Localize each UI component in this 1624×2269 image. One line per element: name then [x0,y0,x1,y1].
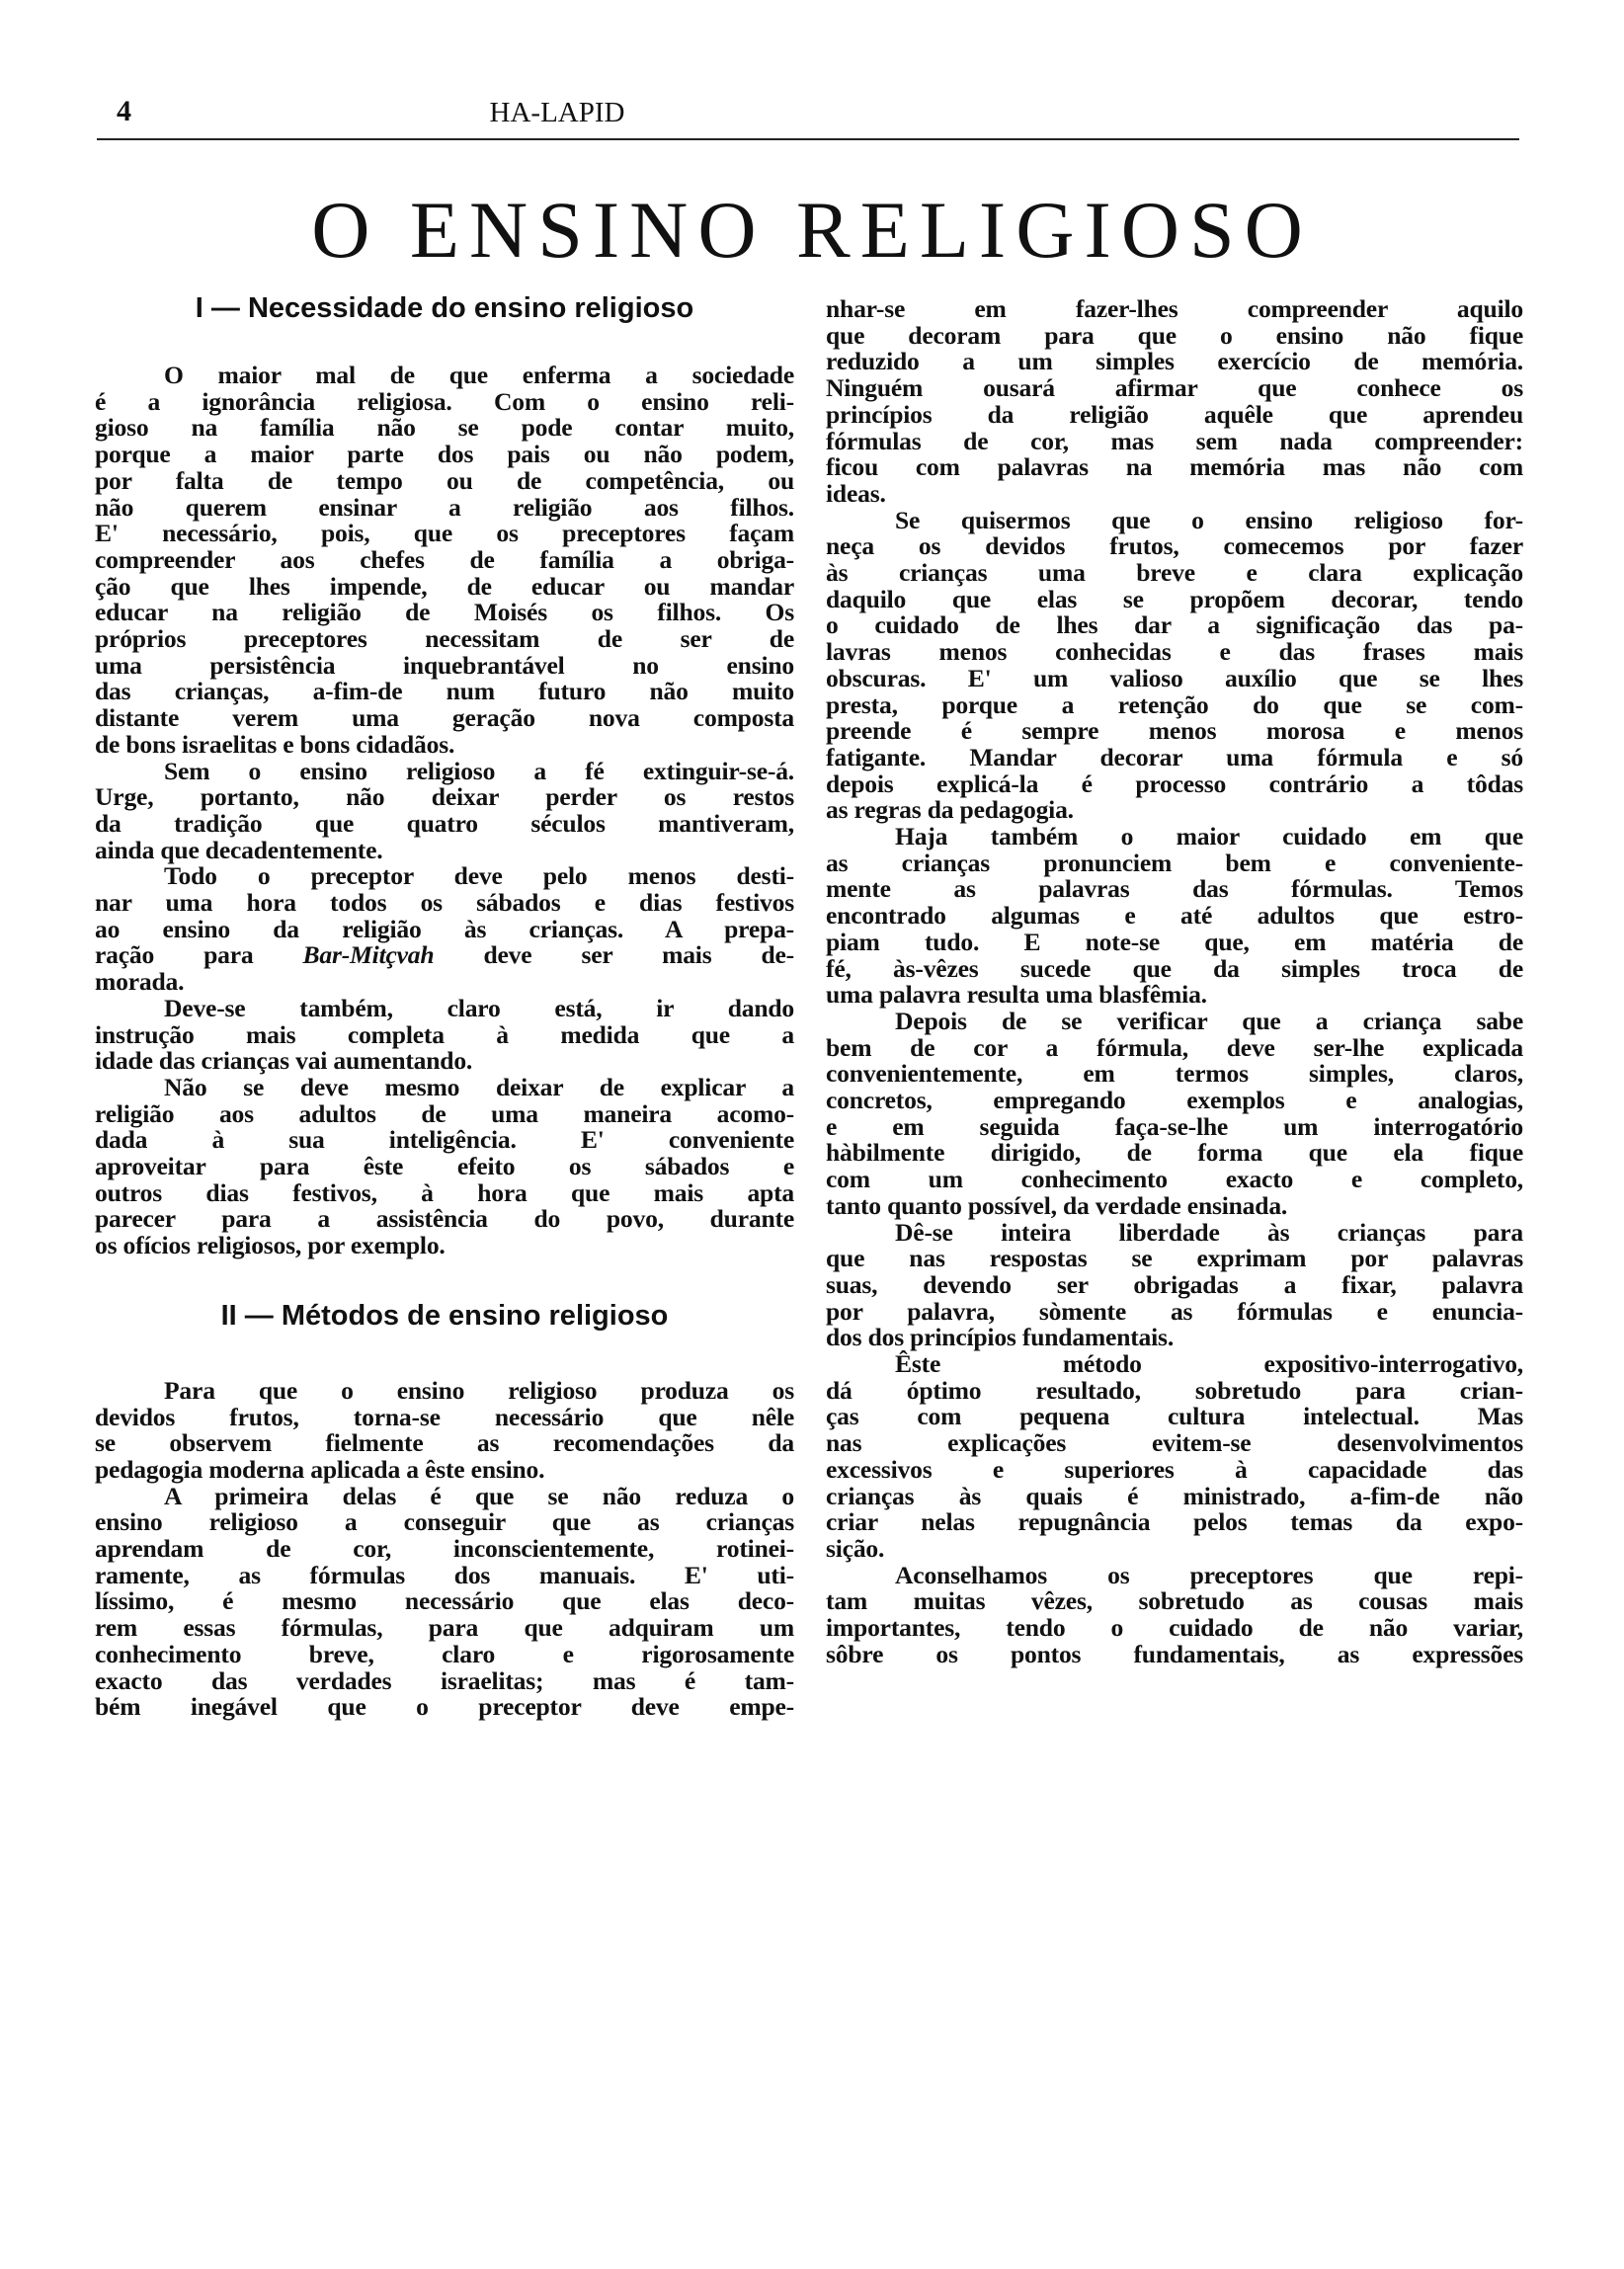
text-line [95,388,794,415]
text-line-content: encontrado algumas e até adultos que estro- [826,901,1523,931]
text-line [826,744,1523,770]
text-line [95,837,794,863]
text-line [95,889,794,916]
text-line [95,941,794,968]
text-line-content: Sem o ensino religioso a fé extinguir-se-á. [164,756,794,785]
text-line-content: próprios preceptores necessitam de ser de [95,624,794,653]
text-line-content: suas, devendo ser obrigadas a fixar, palavra [826,1269,1523,1299]
text-line [826,322,1523,349]
text-line-content: ideas. [826,478,886,508]
text-line-content: e em seguida faça-se-lhe um interrogatório [826,1111,1523,1141]
text-line-content: distante verem uma geração nova composta [95,703,794,733]
text-line [826,638,1523,665]
text-line-content: que nas respostas se exprimam por palavras [826,1244,1523,1273]
text-line [95,1562,794,1588]
text-line [826,1324,1523,1350]
text-line-content: preende é sempre menos morosa e menos [826,716,1523,746]
text-line-content: O maior mal de que enferma a sociedade [164,361,794,389]
running-title: HA-LAPID [489,97,625,128]
text-line [826,1271,1523,1298]
text-line [95,1429,794,1456]
text-line [826,480,1523,507]
text-line-content: o cuidado de lhes dar a significação das pa- [826,610,1523,640]
text-line [95,1179,794,1206]
text-line [826,453,1523,480]
text-line [826,1641,1523,1667]
text-line [826,1166,1523,1192]
text-line-content: reduzido a um simples exercício de memória. [826,347,1523,376]
text-line [826,532,1523,559]
text-line-content: que decoram para que o ensino não fique [826,320,1523,350]
text-line [826,929,1523,955]
text-line [826,1562,1523,1588]
text-line-content: ças com pequena cultura intelectual. Mas [826,1402,1523,1431]
text-line-content: de bons israelitas e bons cidadãos. [95,729,455,759]
text-line [95,1456,794,1483]
text-line [95,494,794,521]
text-line-content: nas explicações evitem-se desenvolvimentos [826,1428,1523,1458]
text-line [95,783,794,810]
text-line [826,1139,1523,1166]
text-line [826,796,1523,823]
text-line [95,1126,794,1153]
text-line [826,428,1523,454]
text-line [826,348,1523,374]
text-line-content: princípios da religião aquêle que aprendeu [826,399,1523,429]
text-line [95,362,794,388]
text-line-content: ensino religioso a conseguir que as crianças [95,1507,794,1537]
text-line [95,1232,794,1258]
text-line [826,955,1523,982]
text-line-content: Se quisermos que o ensino religioso for- [895,505,1523,534]
text-line-content: Haja também o maior cuidado em que [895,822,1523,851]
text-line [95,573,794,600]
text-line [826,1008,1523,1034]
text-line-content: as regras da pedagogia. [826,795,1074,825]
text-line [95,1587,794,1614]
text-line [826,1429,1523,1456]
text-line-content: não querem ensinar a religião aos filhos. [95,492,794,522]
text-line [826,1034,1523,1061]
text-line-content: convenientemente, em termos simples, claros, [826,1059,1523,1089]
text-line [95,1205,794,1232]
text-line [95,414,794,441]
text-line-content: devidos frutos, torna-se necessário que nêle [95,1402,794,1431]
article-title: O ENSINO RELIGIOSO [311,185,1313,275]
text-line-content: Depois de se verificar que a criança sabe [895,1006,1523,1035]
text-line [826,1614,1523,1641]
text-line-content: dada à sua inteligência. E' conveniente [95,1125,794,1155]
text-line-content: Urge, portanto, não deixar perder os restos [95,782,794,812]
text-line-content: às crianças uma breve e clara explicação [826,558,1523,587]
text-line [95,678,794,704]
text-line [826,1403,1523,1429]
text-line [826,507,1523,533]
text-line-content: depois explicá-la é processo contrário a tôdas [826,769,1523,798]
text-line [826,1377,1523,1404]
text-line [826,1587,1523,1614]
text-line [826,850,1523,876]
text-line-content: Para que o ensino religioso produza os [164,1375,794,1405]
text-line-content: educar na religião de Moisés os filhos. Os [95,598,794,627]
text-line-content: instrução mais completa à medida que a [95,1019,794,1049]
text-line-content: sição. [826,1533,885,1563]
text-line-content: fórmulas de cor, mas sem nada compreender: [826,426,1523,455]
text-line-content: aprendam de cor, inconscientemente, rotinei- [95,1534,794,1563]
text-line-content: é a ignorância religiosa. Com o ensino reli- [95,386,794,416]
text-line-content: religião aos adultos de uma maneira acomo- [95,1098,794,1128]
text-line-content: ramente, as fórmulas dos manuais. E' uti- [95,1560,794,1589]
text-line [95,758,794,784]
text-line-content: uma persistência inquebrantável no ensino [95,650,794,680]
text-line-content: os ofícios religiosos, por exemplo. [95,1231,446,1260]
text-line [95,1021,794,1048]
text-line-content: concretos, empregando exemplos e analogias, [826,1086,1523,1114]
italic-term: Bar-Mitçvah [302,940,435,970]
text-line [95,625,794,652]
text-line [95,1535,794,1562]
text-line-content: Deve-se também, claro está, ir dando [164,993,794,1022]
text-line-content: sôbre os pontos fundamentais, as expressões [826,1639,1523,1668]
section-heading: I — Necessidade do ensino religioso [195,292,694,324]
text-line [826,1350,1523,1377]
text-line [95,704,794,731]
text-line-content: compreender aos chefes de família a obriga- [95,544,794,574]
text-line-content: porque a maior parte dos pais ou não podem, [95,440,794,469]
text-line-content: bém inegável que o preceptor deve empe- [95,1692,794,1722]
text-line-content: Todo o preceptor deve pelo menos desti- [164,861,794,891]
text-line-content: dá óptimo resultado, sobretudo para crian- [826,1375,1523,1405]
text-line-content: tanto quanto possível, da verdade ensinada. [826,1190,1288,1220]
text-line-content: da tradição que quatro séculos mantiveram, [95,808,794,838]
text-line-content: neça os devidos frutos, comecemos por fazer [826,531,1523,561]
text-line-content: parecer para a assistência do povo, durante [95,1204,794,1234]
text-line [95,1614,794,1641]
text-line-content: Dê-se inteira liberdade às crianças para [895,1217,1523,1247]
text-line-content: ainda que decadentemente. [95,835,383,864]
text-line-content: se observem fielmente as recomendações da [95,1428,794,1458]
text-line [826,1508,1523,1535]
text-line [826,902,1523,929]
text-line [826,691,1523,718]
text-line [95,652,794,679]
text-line-content: criar nelas repugnância pelos temas da expo- [826,1507,1523,1537]
text-line-content: conhecimento breve, claro e rigorosamente [95,1639,794,1668]
text-line-content: aproveitar para êste efeito os sábados e [95,1152,794,1180]
text-line [95,1047,794,1074]
text-line-content: Aconselhamos os preceptores que repi- [895,1560,1523,1589]
text-line [95,1377,794,1404]
text-line [95,916,794,942]
text-line-content: morada. [95,967,185,997]
text-line [826,611,1523,638]
text-line-content: pedagogia moderna aplicada a êste ensino. [95,1454,545,1484]
text-line-content: A primeira delas é que se não reduza o [164,1481,794,1510]
text-line [95,441,794,467]
text-line-content: fatigante. Mandar decorar uma fórmula e só [826,742,1523,771]
text-line [95,520,794,546]
text-line [95,546,794,573]
text-line [826,1219,1523,1246]
text-line-content: por falta de tempo ou de competência, ou [95,465,794,495]
text-line [95,1667,794,1694]
text-line [95,862,794,889]
text-line-content: ao ensino da religião às crianças. A prepa- [95,914,794,943]
text-line [95,1153,794,1179]
text-line-content: daquilo que elas se propõem decorar, tendo [826,584,1523,613]
text-line-content: E' necessário, pois, que os preceptores façam [95,519,794,548]
text-line [826,295,1523,322]
text-line-content: outros dias festivos, à hora que mais apta [95,1177,794,1207]
text-line-content: por palavra, sòmente as fórmulas e enuncia- [826,1296,1523,1326]
text-line-content: tam muitas vêzes, sobretudo as cousas mais [826,1586,1523,1616]
text-line-content: presta, porque a retenção do que se com- [826,689,1523,719]
text-line-content: gioso na família não se pode contar muito, [95,413,794,443]
text-line [826,559,1523,586]
text-line-content: rem essas fórmulas, para que adquiram um [95,1613,794,1643]
text-line [826,875,1523,902]
text-line-content: hàbilmente dirigido, de forma que ela fique [826,1138,1523,1168]
text-line-content: fé, às-vêzes sucede que da simples troca de [826,953,1523,983]
text-line [95,968,794,995]
text-line [95,1074,794,1100]
text-line [826,665,1523,691]
text-line [95,731,794,758]
text-line-content: uma palavra resulta uma blasfêmia. [826,980,1207,1010]
text-line-content: bem de cor a fórmula, deve ser-lhe explicada [826,1032,1523,1062]
text-line-content: nar uma hora todos os sábados e dias festivos [95,888,794,917]
text-line [826,1245,1523,1271]
text-line-content: Não se deve mesmo deixar de explicar a [164,1072,794,1101]
text-line-content: com um conhecimento exacto e completo, [826,1165,1523,1194]
text-line [95,1508,794,1535]
text-line-content: mente as palavras das fórmulas. Temos [826,874,1523,904]
text-line-content: Ninguém ousará afirmar que conhece os [826,373,1523,403]
text-line [826,1192,1523,1219]
text-line [826,1483,1523,1509]
text-line [826,1113,1523,1140]
text-line-content: exacto das verdades israelitas; mas é tam- [95,1665,794,1695]
text-line-content: excessivos e superiores à capacidade das [826,1454,1523,1484]
text-line [826,1456,1523,1483]
header-rule [97,138,1519,140]
text-line-content: piam tudo. E note-se que, em matéria de [826,927,1523,956]
text-line-content: deve ser mais de- [483,940,794,970]
text-line [826,717,1523,744]
text-line-content: ficou com palavras na memória mas não com [826,452,1523,482]
text-line [95,467,794,494]
page-number: 4 [117,95,131,127]
text-line-content: idade das crianças vai aumentando. [95,1046,473,1076]
text-line-content: as crianças pronunciem bem e conveniente- [826,848,1523,877]
text-line [826,586,1523,612]
text-line [95,1483,794,1509]
text-line-content: crianças às quais é ministrado, a-fim-de não [826,1481,1523,1510]
text-line [95,1404,794,1430]
text-line [95,1100,794,1127]
text-line-content: lavras menos conhecidas e das frases mais [826,637,1523,667]
text-line [95,599,794,625]
text-line-content: líssimo, é mesmo necessário que elas deco- [95,1586,794,1616]
text-line [826,981,1523,1008]
text-line [826,770,1523,797]
text-line-content: ração para [95,940,303,970]
text-line-content: ção que lhes impende, de educar ou mandar [95,571,794,601]
text-line-content: Êste método expositivo-interrogativo, [895,1349,1523,1378]
text-line [95,995,794,1021]
text-line-content: importantes, tendo o cuidado de não variar, [826,1613,1523,1642]
text-line [95,1693,794,1720]
text-line [826,823,1523,850]
text-line-content: obscuras. E' um valioso auxílio que se lhes [826,663,1523,692]
section-heading: II — Métodos de ensino religioso [220,1299,669,1332]
text-line [826,401,1523,428]
text-line [826,1060,1523,1087]
text-line [826,374,1523,401]
text-line [95,810,794,837]
text-line [826,1087,1523,1113]
text-line-content: nhar-se em fazer-lhes compreender aquilo [826,294,1523,323]
text-line [826,1298,1523,1325]
text-line [826,1535,1523,1562]
text-line [95,1641,794,1667]
text-line-content: dos dos princípios fundamentais. [826,1323,1175,1352]
text-line-content: das crianças, a-fim-de num futuro não muito [95,677,794,706]
